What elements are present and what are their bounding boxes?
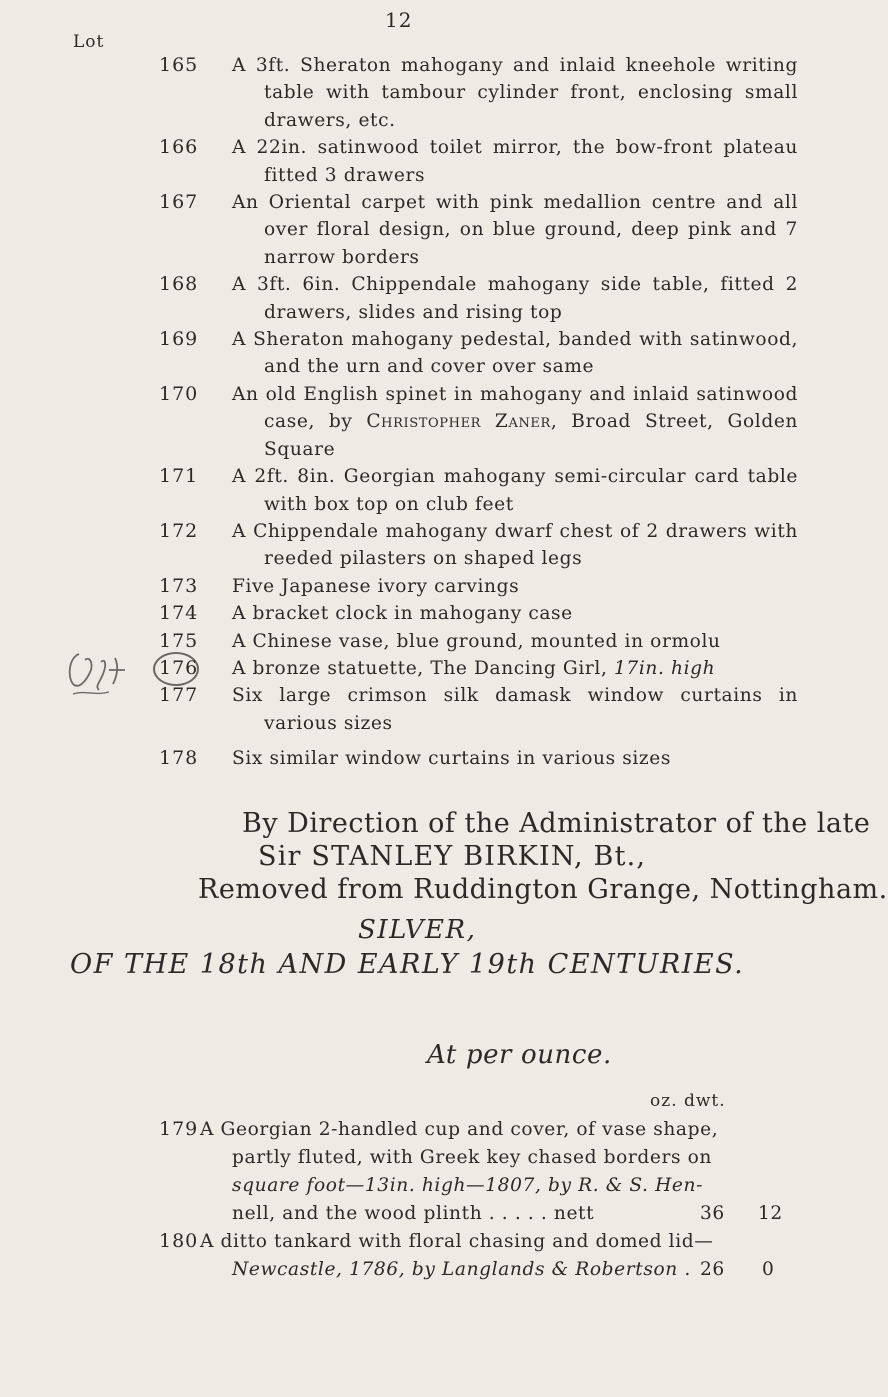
lot-item bbox=[0, 381, 798, 463]
lot-description: A 3ft. Sheraton mahogany and inlaid kneehole writing table with tambour cylinder front, enclosing small drawers, etc. bbox=[232, 55, 798, 131]
lot-item bbox=[0, 1228, 800, 1284]
lot-description: A 2ft. 8in. Georgian mahogany semi-circular card table with box top on club feet bbox=[232, 466, 798, 515]
silver-lot-list bbox=[0, 1116, 800, 1284]
lot-item bbox=[0, 271, 798, 326]
lot-item bbox=[0, 600, 798, 627]
lot-number: 169 bbox=[159, 328, 199, 351]
lot-number: 165 bbox=[159, 54, 199, 76]
lot-description: A 22in. satinwood toilet mirror, the bow-front plateau fitted 3 drawers bbox=[232, 137, 798, 186]
lot-description-line bbox=[232, 1144, 712, 1172]
lot-description bbox=[232, 655, 798, 682]
lot-description-line: square foot—13in. high—1807, by R. & S. Hen- bbox=[232, 1175, 703, 1196]
lot-item bbox=[0, 1116, 800, 1228]
lot-description: A Sheraton mahogany pedestal, banded with satinwood, and the urn and cover over same bbox=[232, 329, 798, 378]
lot-number: 175 bbox=[159, 629, 199, 652]
lot-item bbox=[0, 134, 798, 189]
lot-item bbox=[0, 518, 798, 573]
lot-number: 167 bbox=[159, 191, 199, 214]
lot-description-part: , Broad Street, Golden Square bbox=[264, 411, 798, 460]
lot-description: A Chinese vase, blue ground, mounted in ormolu bbox=[232, 630, 721, 652]
weight-dwt: 0 bbox=[762, 1259, 775, 1280]
lot-description: A bracket clock in mahogany case bbox=[232, 603, 573, 625]
lot-number: 179 bbox=[159, 1118, 199, 1140]
lot-description-line: A ditto tankard with floral chasing and domed lid— bbox=[200, 1231, 714, 1252]
weight-oz: 26 bbox=[700, 1259, 725, 1280]
lot-description bbox=[232, 381, 798, 463]
lot-dimension: 17in. high bbox=[614, 657, 716, 679]
direction-line-1: By Direction of the Administrator of the late bbox=[242, 808, 871, 839]
direction-line-3: Removed from Ruddington Grange, Nottingham. bbox=[198, 874, 888, 905]
maker-name: Christopher Zaner bbox=[366, 411, 551, 433]
lot-item bbox=[0, 745, 798, 772]
lot-item bbox=[0, 326, 798, 381]
lot-number: 172 bbox=[159, 519, 199, 542]
silver-subheading: OF THE 18th AND EARLY 19th CENTURIES. bbox=[70, 949, 745, 980]
units-header: oz. dwt. bbox=[650, 1091, 726, 1111]
lot-description: Five Japanese ivory carvings bbox=[232, 575, 520, 597]
lot-item bbox=[0, 573, 798, 600]
lot-number: 170 bbox=[159, 382, 199, 405]
direction-line-2: Sir STANLEY BIRKIN, Bt., bbox=[258, 841, 647, 872]
lot-number: 176 bbox=[159, 656, 199, 679]
lot-number: 166 bbox=[159, 136, 199, 159]
lot-number: 168 bbox=[159, 273, 199, 296]
per-ounce-label: At per ounce. bbox=[427, 1040, 612, 1070]
lot-item bbox=[0, 52, 798, 134]
lot-description-line: nell, and the wood plinth . . . . . nett bbox=[232, 1203, 595, 1224]
lot-description-part: A bronze statuette, The Dancing Girl, bbox=[232, 657, 614, 679]
lot-number: 178 bbox=[159, 747, 199, 770]
lot-description: A 3ft. 6in. Chippendale mahogany side table, fitted 2 drawers, slides and rising top bbox=[232, 274, 798, 323]
lot-description: Six similar window curtains in various sizes bbox=[232, 748, 672, 770]
weight-oz: 36 bbox=[700, 1203, 725, 1224]
lot-item bbox=[0, 463, 798, 518]
lot-description: An Oriental carpet with pink medallion centre and all over floral design, on blue ground, deep pink and 7 narrow borders bbox=[232, 192, 798, 268]
lot-description-line: Newcastle, 1786, by Langlands & Robertson . bbox=[232, 1259, 691, 1280]
lot-description: Six large crimson silk damask window curtains in various sizes bbox=[232, 685, 798, 734]
pencil-annotation-scribble bbox=[65, 640, 215, 700]
lot-description-part: partly fluted, with Greek key chased borders on bbox=[232, 1147, 712, 1168]
lot-description-line: A Georgian 2-handled cup and cover, of vase shape, bbox=[200, 1119, 719, 1140]
weight-dwt: 12 bbox=[758, 1203, 783, 1224]
page-number: 12 bbox=[385, 8, 413, 32]
lot-number: 174 bbox=[159, 602, 199, 625]
silver-heading: SILVER, bbox=[358, 915, 477, 945]
lot-number: 173 bbox=[159, 574, 199, 597]
lot-column-header: Lot bbox=[73, 32, 105, 52]
lot-description-part: An old English spinet in mahogany and inlaid satinwood case, by bbox=[232, 383, 798, 433]
lot-number: 180 bbox=[159, 1230, 199, 1252]
lot-number: 171 bbox=[159, 465, 199, 488]
lot-description: A Chippendale mahogany dwarf chest of 2 drawers with reeded pilasters on shaped legs bbox=[232, 520, 798, 570]
lot-item bbox=[0, 189, 798, 271]
lot-number: 177 bbox=[159, 684, 199, 707]
